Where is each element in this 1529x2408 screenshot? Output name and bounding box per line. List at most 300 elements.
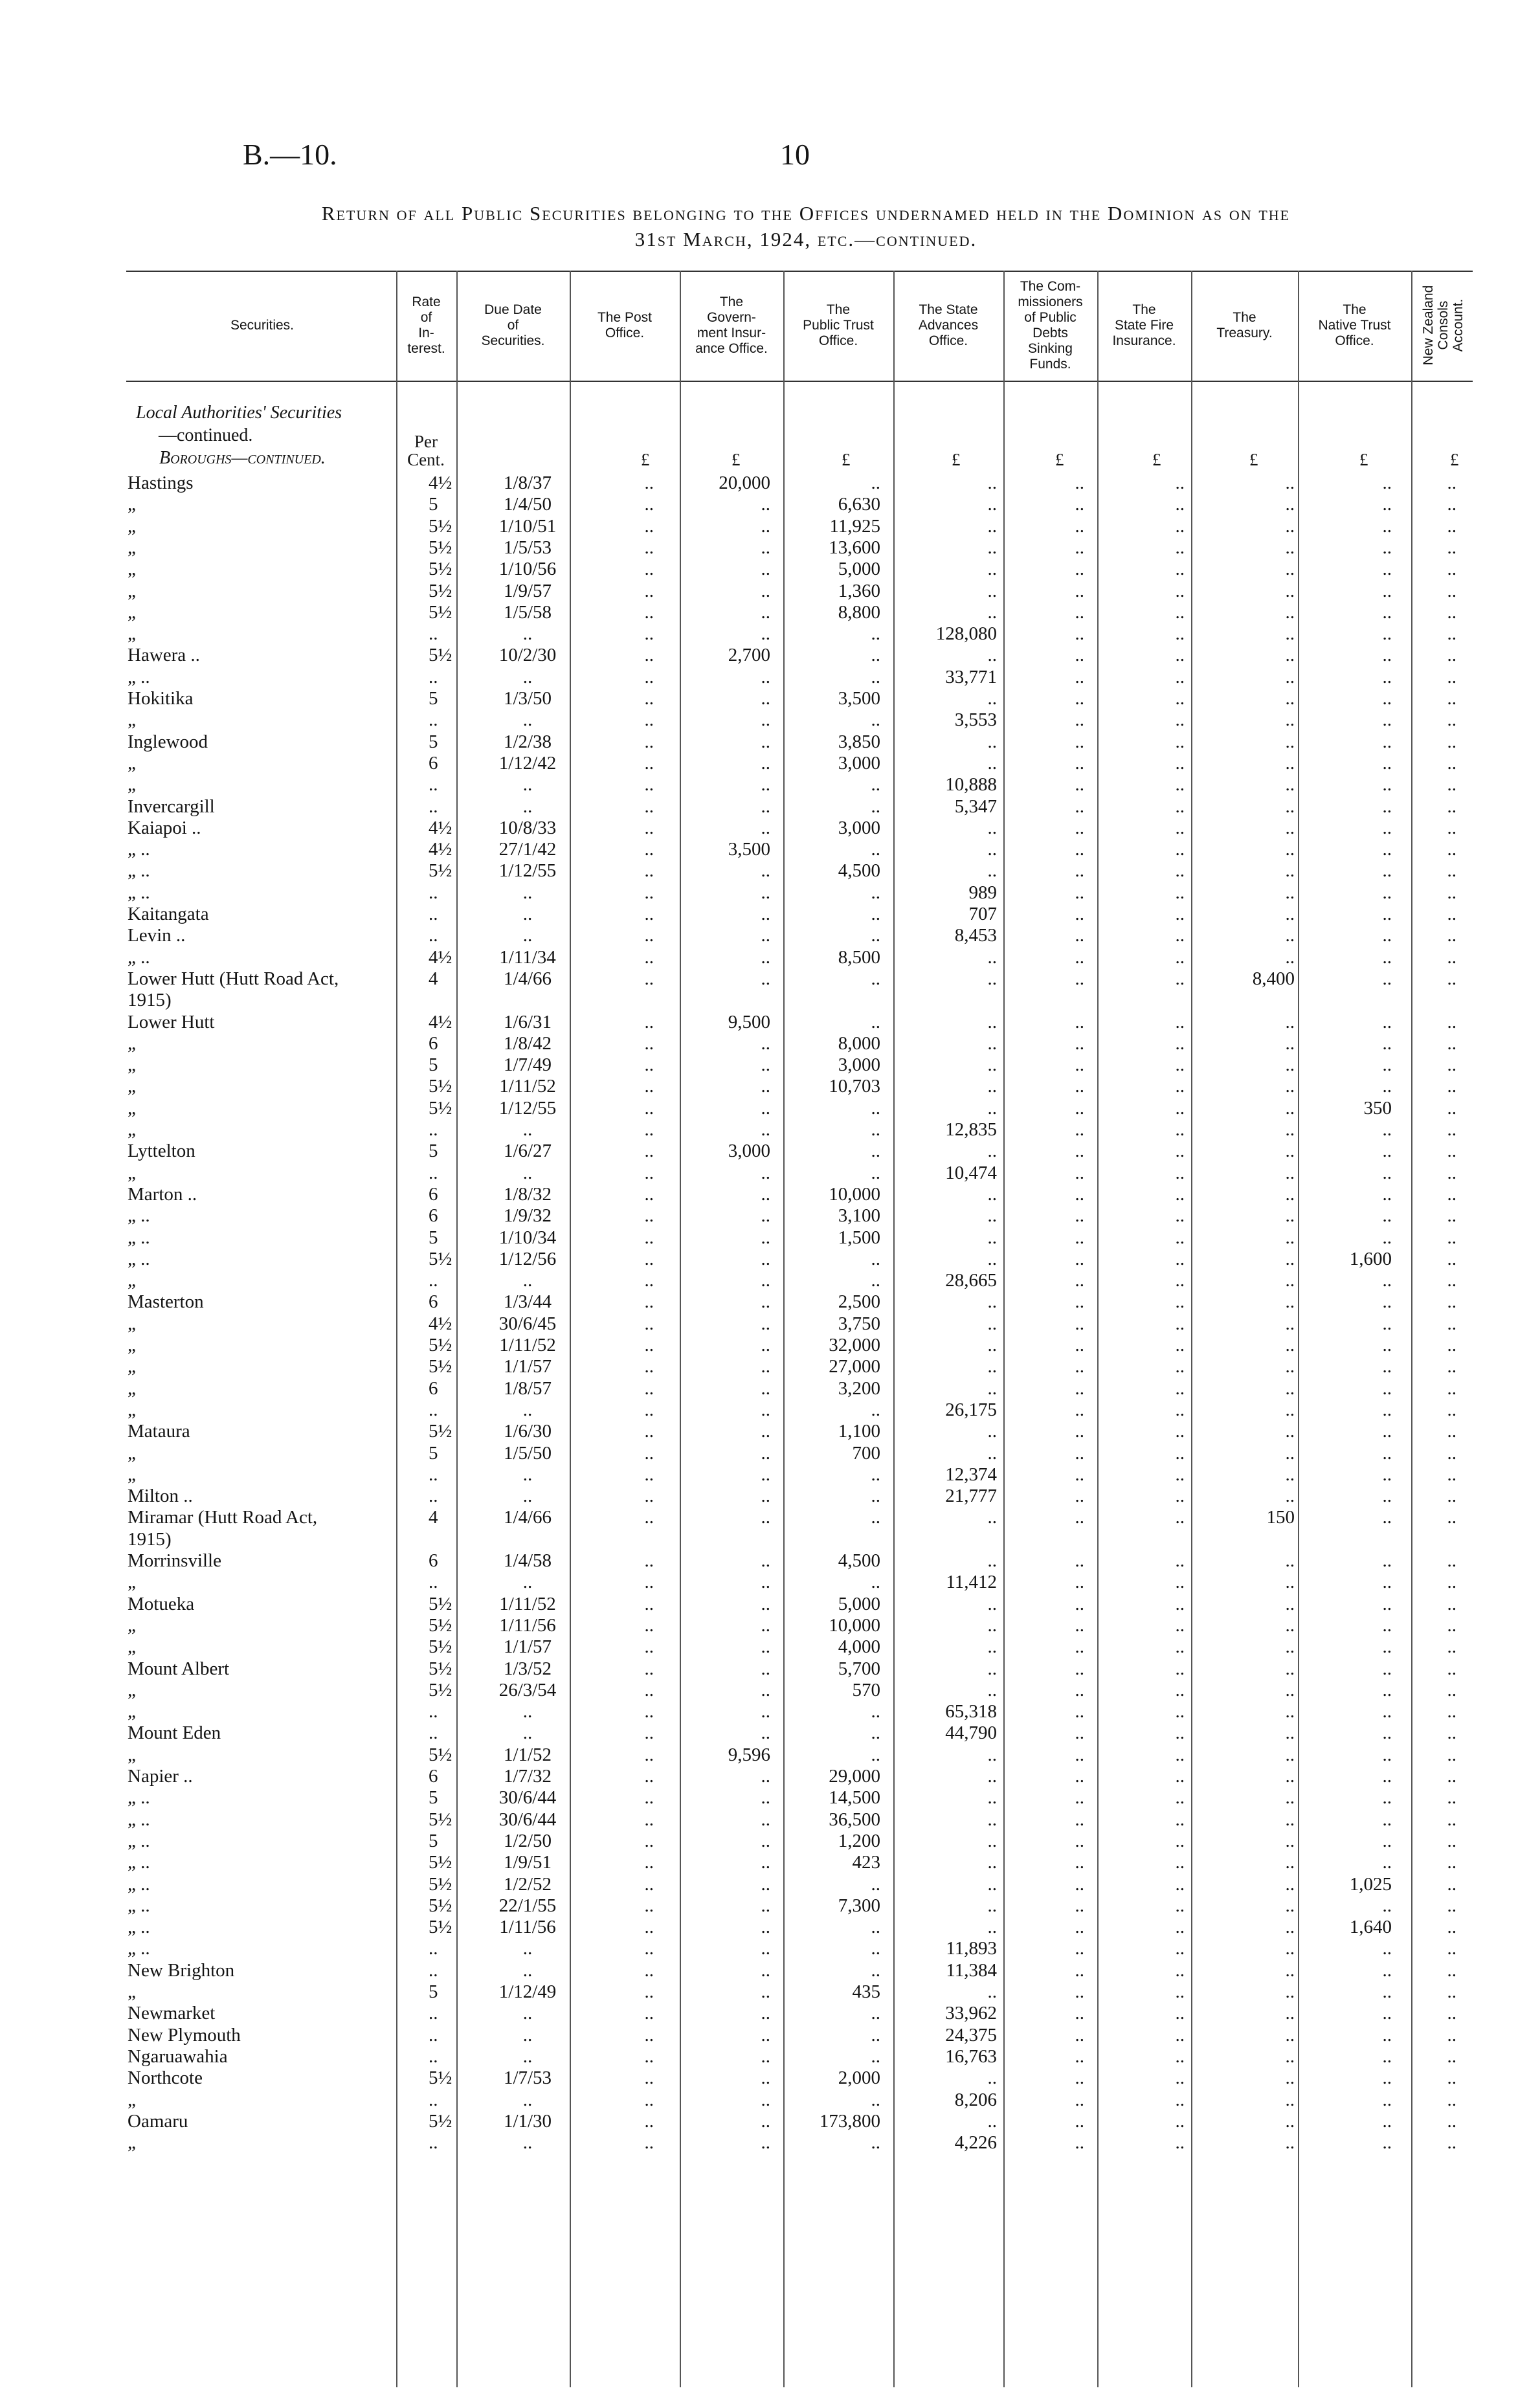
- row-cell-nz: ..: [1447, 1787, 1456, 1809]
- row-borough-name: „: [128, 1270, 136, 1291]
- row-cell-nz: ..: [1447, 1205, 1456, 1227]
- row-cell-gov: ..: [761, 968, 770, 989]
- row-cell-post: ..: [644, 1938, 654, 1959]
- row-cell-rate: ..: [429, 1399, 438, 1420]
- row-cell-nz: ..: [1447, 1464, 1456, 1485]
- row-cell-nz: ..: [1447, 1593, 1456, 1614]
- row-cell-tre: ..: [1285, 1744, 1295, 1765]
- row-cell-nz: ..: [1447, 2024, 1456, 2046]
- row-borough-name: „: [128, 1701, 136, 1722]
- row-cell-sink: ..: [1075, 1313, 1084, 1334]
- row-cell-pub: 570: [852, 1679, 880, 1700]
- boroughs-label: Boroughs—continued.: [159, 448, 326, 468]
- row-cell-adv: ..: [987, 1141, 997, 1162]
- row-cell-rate: ..: [429, 709, 438, 731]
- row-cell-rate: ..: [429, 796, 438, 817]
- row-cell-nat: ..: [1382, 1464, 1392, 1485]
- row-borough-name: „ ..: [128, 1852, 150, 1873]
- table-row: [0, 1184, 1529, 1205]
- row-cell-due: 1/1/57: [503, 1356, 552, 1377]
- row-borough-name: Levin ..: [128, 925, 186, 946]
- row-cell-fire: ..: [1175, 537, 1185, 558]
- row-cell-fire: ..: [1175, 1766, 1185, 1787]
- row-cell-nat: ..: [1382, 688, 1392, 709]
- row-cell-sink: ..: [1075, 2089, 1084, 2110]
- row-cell-pub: 3,000: [838, 1054, 880, 1076]
- row-cell-post: ..: [644, 1464, 654, 1485]
- row-cell-fire: ..: [1175, 1377, 1185, 1399]
- row-cell-pub: 1,360: [838, 580, 880, 601]
- row-borough-name: „: [128, 623, 136, 645]
- row-cell-due: ..: [522, 623, 533, 645]
- row-borough-name: „: [128, 1464, 136, 1485]
- row-cell-tre: ..: [1285, 1701, 1295, 1722]
- pound-unit: £: [842, 450, 851, 469]
- row-cell-tre: ..: [1285, 601, 1295, 623]
- row-cell-post: ..: [644, 1766, 654, 1787]
- row-cell-post: ..: [644, 2132, 654, 2154]
- row-cell-nz: ..: [1447, 1377, 1456, 1399]
- row-cell-nz: ..: [1447, 580, 1456, 601]
- row-cell-nz: ..: [1447, 473, 1456, 493]
- row-cell-nat: ..: [1382, 1959, 1392, 1981]
- row-cell-pub: 3,100: [838, 1205, 880, 1227]
- row-cell-post: ..: [644, 904, 654, 924]
- row-cell-nz: ..: [1447, 1766, 1456, 1787]
- row-cell-adv: 33,771: [945, 666, 997, 687]
- row-cell-gov: ..: [761, 946, 770, 968]
- row-cell-pub: ..: [871, 2089, 880, 2110]
- row-cell-rate: 5: [429, 1054, 438, 1076]
- row-cell-sink: ..: [1075, 774, 1084, 796]
- row-cell-due: 1/1/52: [503, 1744, 552, 1765]
- row-cell-sink: ..: [1075, 1701, 1084, 1722]
- row-cell-post: ..: [644, 1335, 654, 1355]
- row-cell-adv: ..: [987, 1011, 997, 1032]
- table-row: [0, 753, 1529, 774]
- table-row: [0, 2132, 1529, 2154]
- row-borough-name-continued: 1915): [128, 1528, 172, 1550]
- row-cell-tre: ..: [1285, 882, 1295, 903]
- row-cell-nat: ..: [1382, 2024, 1392, 2046]
- row-cell-due: ..: [522, 796, 533, 817]
- table-row: [0, 1722, 1529, 1744]
- table-row: [0, 1917, 1529, 1938]
- row-cell-sink: ..: [1075, 1162, 1084, 1183]
- row-cell-adv: ..: [987, 860, 997, 882]
- row-cell-sink: ..: [1075, 601, 1084, 623]
- row-cell-sink: ..: [1075, 882, 1084, 903]
- row-cell-fire: ..: [1175, 580, 1185, 601]
- row-cell-fire: ..: [1175, 1313, 1185, 1334]
- row-cell-due: 1/11/56: [499, 1614, 556, 1636]
- row-cell-post: ..: [644, 1011, 654, 1032]
- row-cell-nat: 1,025: [1349, 1873, 1392, 1895]
- row-cell-gov: ..: [761, 1766, 770, 1787]
- row-cell-post: ..: [644, 1291, 654, 1313]
- row-cell-fire: ..: [1175, 473, 1185, 493]
- row-cell-tre: ..: [1285, 515, 1295, 537]
- row-cell-gov: ..: [761, 2089, 770, 2110]
- row-cell-post: ..: [644, 796, 654, 817]
- table-row: [0, 1163, 1529, 1184]
- row-cell-sink: ..: [1075, 1722, 1084, 1744]
- row-cell-due: 1/7/32: [503, 1766, 552, 1787]
- row-cell-due: 1/9/51: [503, 1852, 552, 1873]
- row-cell-fire: ..: [1175, 494, 1185, 515]
- row-cell-gov: ..: [761, 1335, 770, 1355]
- table-row: [0, 1378, 1529, 1399]
- row-cell-adv: 12,374: [945, 1464, 997, 1485]
- row-cell-rate: 4½: [429, 946, 452, 968]
- row-cell-sink: ..: [1075, 904, 1084, 924]
- row-cell-rate: ..: [429, 2003, 438, 2024]
- row-cell-due: 1/12/55: [498, 1097, 557, 1119]
- row-cell-due: 1/9/32: [503, 1205, 552, 1227]
- row-cell-post: ..: [644, 882, 654, 903]
- row-cell-fire: ..: [1175, 1076, 1185, 1097]
- row-cell-due: 1/2/52: [503, 1873, 552, 1895]
- row-cell-sink: ..: [1075, 1464, 1084, 1485]
- row-cell-adv: 24,375: [945, 2024, 997, 2046]
- row-cell-pub: 14,500: [829, 1787, 880, 1809]
- row-borough-name: „: [128, 1377, 136, 1399]
- row-cell-due: 30/6/44: [498, 1809, 557, 1830]
- row-cell-nz: ..: [1447, 925, 1456, 946]
- row-cell-fire: ..: [1175, 601, 1185, 623]
- row-cell-due: 1/11/34: [499, 946, 556, 968]
- row-cell-due: ..: [522, 1162, 533, 1183]
- row-cell-adv: 44,790: [945, 1722, 997, 1744]
- row-cell-sink: ..: [1075, 1076, 1084, 1097]
- row-cell-rate: ..: [429, 1162, 438, 1183]
- row-cell-tre: ..: [1285, 1658, 1295, 1679]
- row-borough-name: „: [128, 1356, 136, 1377]
- row-cell-nz: ..: [1447, 2046, 1456, 2067]
- row-cell-gov: ..: [761, 559, 770, 580]
- row-cell-gov: ..: [761, 494, 770, 515]
- row-cell-due: 1/4/50: [503, 494, 552, 515]
- row-cell-post: ..: [644, 1270, 654, 1291]
- row-cell-fire: ..: [1175, 2110, 1185, 2132]
- row-cell-fire: ..: [1175, 1205, 1185, 1227]
- row-cell-rate: 5: [429, 1442, 438, 1464]
- row-cell-adv: ..: [987, 645, 997, 666]
- row-cell-nat: ..: [1382, 1744, 1392, 1765]
- row-cell-sink: ..: [1075, 860, 1084, 882]
- row-cell-nat: ..: [1382, 1895, 1392, 1916]
- row-cell-gov: ..: [761, 1399, 770, 1420]
- row-cell-post: ..: [644, 1313, 654, 1334]
- row-cell-fire: ..: [1175, 1141, 1185, 1162]
- row-cell-fire: ..: [1175, 1507, 1185, 1528]
- row-cell-nz: ..: [1447, 559, 1456, 580]
- row-cell-pub: 29,000: [829, 1766, 880, 1787]
- row-cell-nz: ..: [1447, 1356, 1456, 1377]
- row-cell-post: ..: [644, 1981, 654, 2002]
- row-cell-adv: ..: [987, 1097, 997, 1119]
- row-borough-name: New Brighton: [128, 1959, 235, 1981]
- row-cell-rate: 5½: [429, 1895, 452, 1916]
- row-cell-tre: 8,400: [1252, 968, 1295, 989]
- row-cell-pub: ..: [871, 774, 880, 796]
- row-cell-due: 1/12/55: [498, 860, 557, 882]
- row-cell-rate: 6: [429, 1550, 438, 1571]
- row-cell-nz: ..: [1447, 1917, 1456, 1938]
- row-cell-nat: ..: [1382, 1270, 1392, 1291]
- row-cell-due: ..: [522, 1270, 533, 1291]
- row-cell-post: ..: [644, 817, 654, 838]
- row-cell-gov: ..: [761, 1787, 770, 1809]
- row-cell-post: ..: [644, 1356, 654, 1377]
- row-cell-post: ..: [644, 1658, 654, 1679]
- per-cent-unit: Per Cent.: [407, 432, 445, 469]
- row-cell-adv: 3,553: [954, 709, 997, 731]
- row-cell-post: ..: [644, 601, 654, 623]
- row-cell-fire: ..: [1175, 1852, 1185, 1873]
- row-cell-due: ..: [522, 2089, 533, 2110]
- row-cell-gov: ..: [761, 1183, 770, 1205]
- pound-unit: £: [1055, 450, 1064, 469]
- row-cell-tre: ..: [1285, 796, 1295, 817]
- row-cell-rate: 6: [429, 1205, 438, 1227]
- row-cell-nz: ..: [1447, 1507, 1456, 1528]
- row-cell-nat: ..: [1382, 1054, 1392, 1076]
- row-cell-pub: ..: [871, 904, 880, 924]
- row-borough-name: „: [128, 1032, 136, 1054]
- row-cell-tre: ..: [1285, 473, 1295, 493]
- row-borough-name: „ ..: [128, 839, 150, 860]
- table-row: [0, 2025, 1529, 2046]
- row-cell-adv: ..: [987, 1054, 997, 1076]
- row-cell-adv: ..: [987, 1679, 997, 1700]
- row-cell-post: ..: [644, 1701, 654, 1722]
- row-cell-gov: ..: [761, 1032, 770, 1054]
- row-cell-post: ..: [644, 2046, 654, 2067]
- row-cell-adv: ..: [987, 1335, 997, 1355]
- row-cell-gov: ..: [761, 1917, 770, 1938]
- row-cell-fire: ..: [1175, 1572, 1185, 1593]
- row-cell-fire: ..: [1175, 688, 1185, 709]
- row-cell-post: ..: [644, 1917, 654, 1938]
- row-cell-tre: ..: [1285, 1141, 1295, 1162]
- row-cell-fire: ..: [1175, 1679, 1185, 1700]
- row-cell-adv: ..: [987, 1658, 997, 1679]
- row-cell-adv: ..: [987, 1248, 997, 1269]
- row-cell-gov: 3,500: [728, 839, 770, 860]
- row-cell-due: ..: [522, 1399, 533, 1420]
- row-cell-adv: ..: [987, 2068, 997, 2089]
- row-borough-name: Marton ..: [128, 1183, 197, 1205]
- row-cell-fire: ..: [1175, 559, 1185, 580]
- row-cell-gov: ..: [761, 1701, 770, 1722]
- row-cell-fire: ..: [1175, 1486, 1185, 1507]
- row-cell-fire: ..: [1175, 1636, 1185, 1658]
- row-cell-post: ..: [644, 537, 654, 558]
- row-cell-rate: 6: [429, 1032, 438, 1054]
- row-cell-nz: ..: [1447, 1852, 1456, 1873]
- row-cell-adv: 65,318: [945, 1701, 997, 1722]
- row-cell-adv: ..: [987, 1032, 997, 1054]
- row-cell-adv: ..: [987, 1227, 997, 1248]
- row-cell-fire: ..: [1175, 1097, 1185, 1119]
- row-cell-nat: ..: [1382, 473, 1392, 493]
- row-cell-nat: ..: [1382, 601, 1392, 623]
- row-cell-rate: 5½: [429, 1873, 452, 1895]
- row-borough-name: Ngaruawahia: [128, 2046, 228, 2067]
- row-cell-nz: ..: [1447, 1313, 1456, 1334]
- row-cell-due: 1/2/50: [503, 1830, 552, 1851]
- row-cell-post: ..: [644, 1205, 654, 1227]
- row-borough-name: New Plymouth: [128, 2024, 241, 2046]
- row-cell-pub: ..: [871, 1486, 880, 1507]
- row-cell-adv: ..: [987, 1076, 997, 1097]
- row-cell-sink: ..: [1075, 580, 1084, 601]
- col-header-native-trust: The Native Trust Office.: [1318, 302, 1391, 348]
- row-cell-adv: ..: [987, 1183, 997, 1205]
- row-cell-adv: ..: [987, 817, 997, 838]
- row-cell-due: 10/2/30: [498, 645, 557, 666]
- row-cell-due: 1/10/34: [498, 1227, 557, 1248]
- table-row: [0, 1701, 1529, 1722]
- row-cell-gov: ..: [761, 1636, 770, 1658]
- row-cell-adv: 10,474: [945, 1162, 997, 1183]
- row-cell-nz: ..: [1447, 1183, 1456, 1205]
- row-cell-due: 1/4/66: [503, 1507, 552, 1528]
- row-cell-tre: ..: [1285, 1464, 1295, 1485]
- row-borough-name: Newmarket: [128, 2003, 216, 2024]
- row-cell-gov: ..: [761, 1550, 770, 1571]
- table-row: [0, 1012, 1529, 1033]
- row-cell-tre: ..: [1285, 1895, 1295, 1916]
- row-cell-fire: ..: [1175, 968, 1185, 989]
- row-cell-tre: ..: [1285, 2003, 1295, 2024]
- row-cell-sink: ..: [1075, 2024, 1084, 2046]
- row-cell-nat: ..: [1382, 1981, 1392, 2002]
- row-cell-pub: ..: [871, 925, 880, 946]
- row-cell-due: 27/1/42: [498, 839, 557, 860]
- row-cell-rate: 5½: [429, 1356, 452, 1377]
- row-cell-adv: ..: [987, 1377, 997, 1399]
- row-cell-fire: ..: [1175, 1701, 1185, 1722]
- row-cell-nat: ..: [1382, 882, 1392, 903]
- row-cell-adv: ..: [987, 1895, 997, 1916]
- row-cell-rate: 6: [429, 1766, 438, 1787]
- row-borough-name: „: [128, 752, 136, 774]
- row-cell-nat: ..: [1382, 1507, 1392, 1528]
- table-row: [0, 1033, 1529, 1054]
- row-cell-rate: 5: [429, 1227, 438, 1248]
- row-cell-nat: ..: [1382, 709, 1392, 731]
- row-cell-fire: ..: [1175, 1442, 1185, 1464]
- row-cell-tre: ..: [1285, 1722, 1295, 1744]
- row-cell-adv: 11,384: [946, 1959, 997, 1981]
- row-cell-nz: ..: [1447, 494, 1456, 515]
- row-cell-rate: 6: [429, 752, 438, 774]
- row-cell-nz: ..: [1447, 1614, 1456, 1636]
- row-cell-pub: ..: [871, 2132, 880, 2154]
- row-cell-rate: 5½: [429, 559, 452, 580]
- row-cell-post: ..: [644, 1162, 654, 1183]
- row-cell-adv: ..: [987, 1636, 997, 1658]
- table-row: [0, 1205, 1529, 1227]
- row-cell-due: 30/6/44: [498, 1787, 557, 1809]
- row-cell-due: 1/8/57: [503, 1377, 552, 1399]
- row-cell-fire: ..: [1175, 1291, 1185, 1313]
- table-row: [0, 1981, 1529, 2003]
- row-cell-tre: ..: [1285, 1981, 1295, 2002]
- row-cell-post: ..: [644, 1895, 654, 1916]
- row-cell-tre: ..: [1285, 817, 1295, 838]
- row-cell-due: ..: [522, 1572, 533, 1593]
- row-borough-name: „ ..: [128, 666, 150, 687]
- row-cell-sink: ..: [1075, 2132, 1084, 2154]
- row-cell-tre: ..: [1285, 1959, 1295, 1981]
- row-borough-name: „: [128, 1636, 136, 1658]
- table-row: [0, 1658, 1529, 1680]
- row-cell-adv: ..: [987, 515, 997, 537]
- row-cell-nat: ..: [1382, 752, 1392, 774]
- row-cell-pub: ..: [871, 1141, 880, 1162]
- row-cell-gov: ..: [761, 817, 770, 838]
- row-cell-due: ..: [522, 2024, 533, 2046]
- row-cell-pub: 13,600: [829, 537, 880, 558]
- row-cell-rate: 5: [429, 1141, 438, 1162]
- row-cell-pub: ..: [871, 1701, 880, 1722]
- row-cell-nz: ..: [1447, 839, 1456, 860]
- row-cell-post: ..: [644, 1787, 654, 1809]
- row-cell-post: ..: [644, 1507, 654, 1528]
- table-row: [0, 1809, 1529, 1831]
- row-cell-rate: 5½: [429, 1852, 452, 1873]
- row-cell-pub: ..: [871, 623, 880, 645]
- row-cell-adv: ..: [987, 946, 997, 968]
- table-row: [0, 1356, 1529, 1377]
- row-cell-pub: 10,000: [829, 1614, 880, 1636]
- row-cell-post: ..: [644, 1744, 654, 1765]
- row-cell-pub: ..: [871, 1162, 880, 1183]
- pound-unit: £: [1450, 450, 1459, 469]
- row-cell-fire: ..: [1175, 1917, 1185, 1938]
- row-cell-tre: ..: [1285, 2089, 1295, 2110]
- row-cell-gov: ..: [761, 1054, 770, 1076]
- row-cell-adv: ..: [987, 1593, 997, 1614]
- row-cell-nat: ..: [1382, 1421, 1392, 1442]
- row-cell-sink: ..: [1075, 1054, 1084, 1076]
- row-cell-sink: ..: [1075, 1959, 1084, 1981]
- row-cell-fire: ..: [1175, 1722, 1185, 1744]
- row-borough-name: Milton ..: [128, 1486, 193, 1507]
- row-cell-tre: ..: [1285, 1852, 1295, 1873]
- row-cell-tre: ..: [1285, 1054, 1295, 1076]
- col-header-public-trust: The Public Trust Office.: [803, 302, 874, 348]
- row-cell-gov: ..: [761, 1981, 770, 2002]
- row-cell-adv: ..: [987, 601, 997, 623]
- row-cell-tre: ..: [1285, 1593, 1295, 1614]
- row-cell-nz: ..: [1447, 968, 1456, 989]
- row-borough-name: Kaiapoi ..: [128, 817, 201, 838]
- row-borough-name: „ ..: [128, 1895, 150, 1916]
- row-cell-adv: ..: [987, 1766, 997, 1787]
- row-borough-name: „: [128, 515, 136, 537]
- row-cell-rate: 5: [429, 731, 438, 752]
- row-cell-sink: ..: [1075, 1830, 1084, 1851]
- row-cell-pub: ..: [871, 1572, 880, 1593]
- row-cell-tre: ..: [1285, 1873, 1295, 1895]
- row-cell-gov: 20,000: [719, 473, 770, 493]
- table-row: [0, 494, 1529, 515]
- row-cell-sink: ..: [1075, 817, 1084, 838]
